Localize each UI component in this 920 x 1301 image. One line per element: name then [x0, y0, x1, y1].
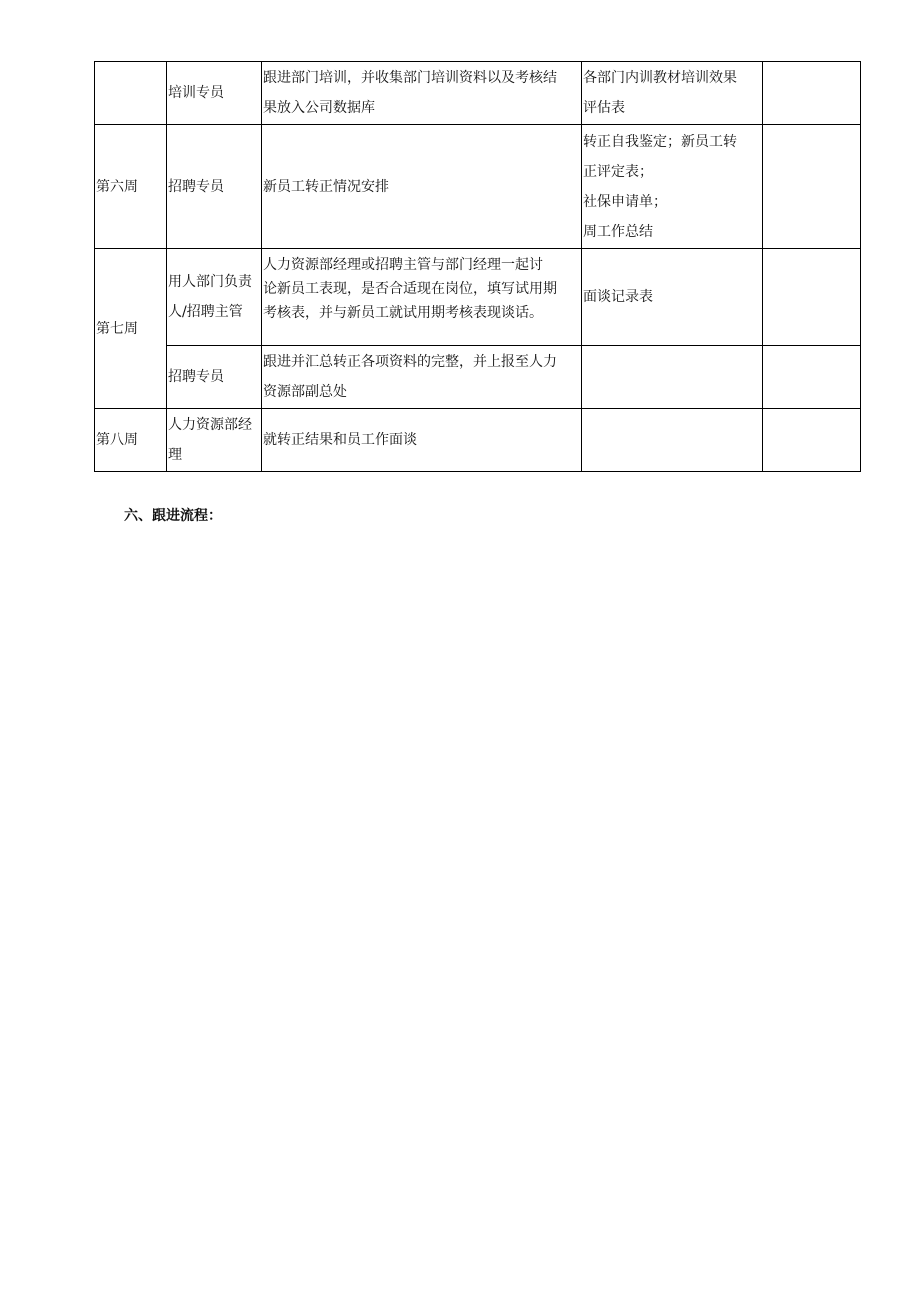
role-line: 人/招聘主管: [168, 304, 243, 320]
docs-line: 正评定表；: [583, 163, 653, 180]
docs-line: 社保申请单；: [583, 193, 667, 210]
task-line: 就转正结果和员工作面谈: [263, 432, 417, 448]
role-cell: 招聘专员: [167, 346, 262, 409]
role-line: 理: [168, 447, 182, 463]
docs-line: 评估表: [583, 100, 625, 116]
docs-line: 面谈记录表: [583, 289, 653, 305]
task-line: 跟进并汇总转正各项资料的完整，并上报至人力: [263, 354, 557, 370]
week-cell: 第七周: [95, 249, 167, 409]
onboarding-schedule-table: [94, 61, 861, 472]
role-cell: 培训专员: [167, 62, 262, 125]
task-line: 论新员工表现，是否合适现在岗位，填写试用期: [263, 281, 557, 297]
week-cell: 第八周: [95, 409, 167, 472]
task-cell: [262, 409, 582, 472]
table-row: [95, 62, 861, 125]
remark-cell: [763, 62, 861, 125]
table-row: [95, 125, 861, 249]
docs-cell: [582, 409, 763, 472]
remark-cell: [763, 409, 861, 472]
docs-line: 周工作总结: [583, 223, 653, 240]
week-cell: [95, 62, 167, 125]
role-cell: [167, 249, 262, 346]
task-cell: [262, 249, 582, 346]
task-line: 人力资源部经理或招聘主管与部门经理一起讨: [263, 257, 543, 273]
task-cell: [262, 125, 582, 249]
week-cell: 第六周: [95, 125, 167, 249]
role-cell: [167, 409, 262, 472]
docs-cell: [582, 249, 763, 346]
remark-cell: [763, 125, 861, 249]
task-line: 跟进部门培训，并收集部门培训资料以及考核结: [263, 70, 557, 86]
docs-line: 转正自我鉴定；新员工转: [583, 133, 737, 150]
role-line: 人力资源部经: [168, 417, 252, 433]
task-line: 果放入公司数据库: [263, 100, 375, 116]
table-row: [95, 409, 861, 472]
table-row: [95, 249, 861, 346]
remark-cell: [763, 249, 861, 346]
task-line: 考核表，并与新员工就试用期考核表现谈话。: [263, 305, 543, 321]
section-heading: 六、跟进流程：: [124, 508, 222, 524]
task-line: 新员工转正情况安排: [263, 178, 389, 195]
docs-cell: [582, 125, 763, 249]
role-cell: 招聘专员: [167, 125, 262, 249]
task-line: 资源部副总处: [263, 384, 347, 400]
table-row: [95, 346, 861, 409]
docs-cell: [582, 62, 763, 125]
remark-cell: [763, 346, 861, 409]
role-line: 用人部门负责: [168, 274, 252, 290]
docs-line: 各部门内训教材培训效果: [583, 70, 737, 86]
task-cell: [262, 346, 582, 409]
docs-cell: [582, 346, 763, 409]
task-cell: [262, 62, 582, 125]
